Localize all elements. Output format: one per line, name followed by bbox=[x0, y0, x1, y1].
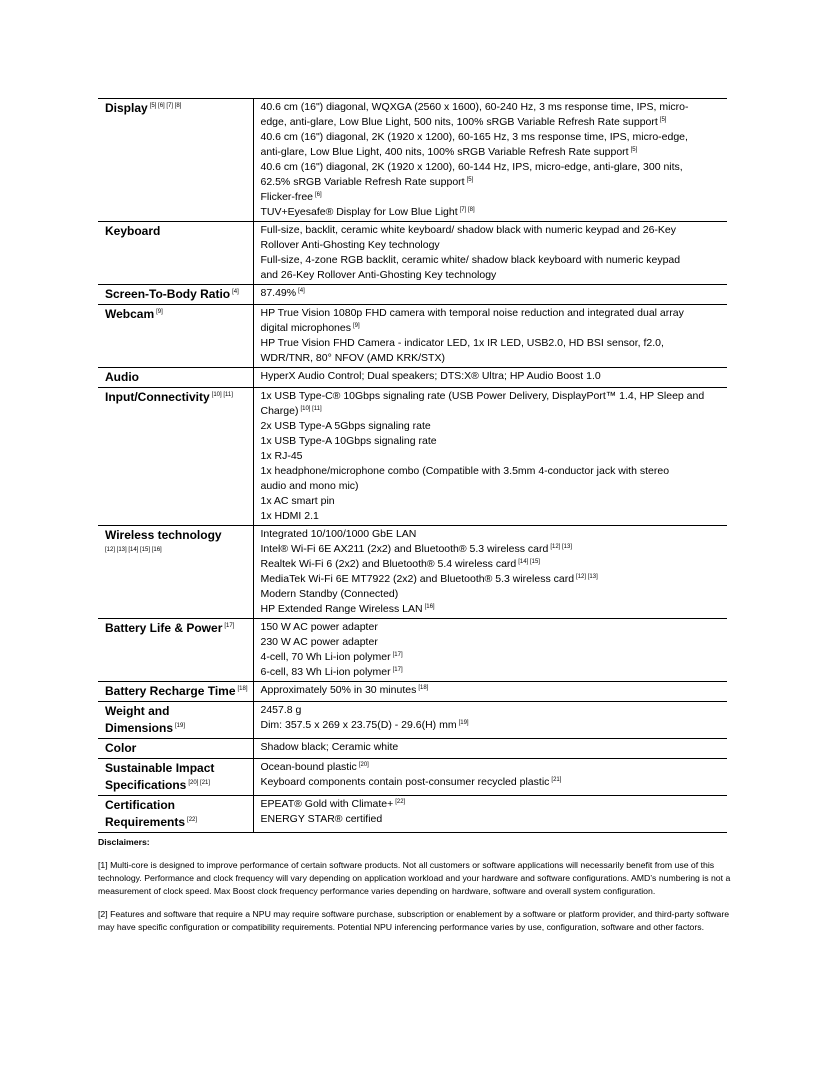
spec-value-text: 6-cell, 83 Wh Li-ion polymer bbox=[260, 666, 391, 678]
spec-value-text: 1x headphone/microphone combo (Compatible with 3.5mm 4-conductor jack with stereo bbox=[260, 465, 670, 477]
spec-value-line bbox=[261, 286, 724, 301]
spec-value-refs: [20] bbox=[358, 761, 369, 768]
spec-value-line bbox=[261, 602, 724, 617]
spec-label: Screen-To-Body Ratio bbox=[105, 287, 231, 301]
spec-label-refs: [18] bbox=[237, 686, 248, 692]
spec-value-line bbox=[261, 175, 724, 190]
spec-value-text: 2x USB Type-A 5Gbps signaling rate bbox=[260, 420, 431, 432]
spec-value-line bbox=[261, 494, 724, 509]
spec-value-line bbox=[261, 557, 724, 572]
spec-value-cell bbox=[253, 759, 727, 796]
spec-value-text: 2457.8 g bbox=[260, 704, 302, 716]
spec-value-cell bbox=[253, 526, 727, 619]
spec-value-text: Approximately 50% in 30 minutes bbox=[260, 684, 417, 696]
spec-label-cell bbox=[98, 739, 253, 759]
disclaimer-2: [2] Features and software that require a NPU may require software purchase, subscription or enablement by a software or platform provider, and third-party software may have specific configuration or compatibility requirements. Potential NPU inferencing performance varies by use, configuration, software and other factors. bbox=[98, 909, 730, 932]
spec-label: Sustainable Impact Specifications bbox=[105, 761, 215, 792]
spec-value-line bbox=[261, 650, 724, 665]
spec-row bbox=[98, 388, 727, 526]
spec-label-refs: [4] bbox=[232, 289, 239, 295]
spec-value-line bbox=[261, 703, 724, 718]
spec-value-text: WDR/TNR, 80° NFOV (AMD KRK/STX) bbox=[260, 352, 445, 364]
spec-value-refs: [12] [13] bbox=[550, 543, 573, 550]
spec-label-refs: [19] bbox=[175, 723, 186, 729]
spec-value-refs: [12] [13] bbox=[576, 573, 598, 580]
spec-value-text: Charge) bbox=[260, 405, 299, 417]
spec-value-line bbox=[261, 635, 724, 650]
spec-label-refs: [17] bbox=[224, 623, 235, 629]
spec-label-cell bbox=[98, 702, 253, 739]
spec-value-text: 40.6 cm (16") diagonal, 2K (1920 x 1200), 60-165 Hz, 3 ms response time, IPS, micro-edge, bbox=[260, 131, 688, 143]
spec-label-refs: [20] [21] bbox=[188, 780, 211, 786]
spec-row bbox=[98, 702, 727, 739]
spec-value-text: ENERGY STAR® certified bbox=[260, 813, 383, 825]
spec-table bbox=[98, 98, 727, 833]
spec-value-text: 1x USB Type-C® 10Gbps signaling rate (USB Power Delivery, DisplayPort™ 1.4, HP Sleep and bbox=[260, 390, 705, 402]
spec-value-line bbox=[261, 434, 724, 449]
spec-value-text: digital microphones bbox=[260, 322, 351, 334]
spec-label: Display bbox=[105, 101, 148, 115]
spec-label: Input/Connectivity bbox=[105, 390, 210, 404]
spec-label-cell bbox=[98, 305, 253, 368]
spec-value-line bbox=[261, 100, 724, 115]
spec-value-line bbox=[261, 419, 724, 434]
spec-value-text: edge, anti-glare, Low Blue Light, 500 nits, 100% sRGB Variable Refresh Rate support bbox=[260, 116, 658, 128]
spec-row bbox=[98, 99, 727, 222]
spec-value-refs: [16] bbox=[424, 603, 435, 610]
spec-value-text: Rollover Anti-Ghosting Key technology bbox=[260, 239, 440, 251]
spec-label-cell bbox=[98, 285, 253, 305]
spec-label-cell bbox=[98, 759, 253, 796]
spec-value-line bbox=[261, 336, 724, 351]
spec-value-text: audio and mono mic) bbox=[260, 480, 359, 492]
spec-value-text: TUV+Eyesafe® Display for Low Blue Light bbox=[260, 206, 458, 218]
spec-value-line bbox=[261, 253, 724, 268]
spec-label-cell bbox=[98, 388, 253, 526]
spec-value-refs: [17] bbox=[392, 651, 403, 658]
disclaimers-section bbox=[98, 836, 738, 944]
spec-value-line bbox=[261, 223, 724, 238]
spec-value-line bbox=[261, 479, 724, 494]
spec-value-text: 4-cell, 70 Wh Li-ion polymer bbox=[260, 651, 391, 663]
spec-value-cell bbox=[253, 285, 727, 305]
spec-value-line bbox=[261, 509, 724, 524]
spec-value-refs: [19] bbox=[458, 719, 469, 726]
spec-value-line bbox=[261, 351, 724, 366]
spec-value-refs: [9] bbox=[352, 322, 360, 329]
spec-value-refs: [5] bbox=[659, 116, 667, 123]
spec-value-line bbox=[261, 389, 724, 404]
spec-value-text: Shadow black; Ceramic white bbox=[260, 741, 399, 753]
spec-row bbox=[98, 222, 727, 285]
spec-value-line bbox=[261, 145, 724, 160]
spec-value-refs: [21] bbox=[551, 776, 562, 783]
spec-value-line bbox=[261, 587, 724, 602]
spec-label-cell bbox=[98, 796, 253, 833]
spec-label: Webcam bbox=[105, 307, 155, 321]
spec-label: Audio bbox=[105, 370, 139, 384]
spec-value-text: Integrated 10/100/1000 GbE LAN bbox=[260, 528, 417, 540]
spec-value-refs: [22] bbox=[395, 798, 406, 805]
spec-value-line bbox=[261, 527, 724, 542]
spec-row bbox=[98, 305, 727, 368]
spec-value-line bbox=[261, 775, 724, 790]
spec-label: Battery Recharge Time bbox=[105, 684, 236, 698]
spec-row bbox=[98, 682, 727, 702]
spec-value-text: and 26-Key Rollover Anti-Ghosting Key technology bbox=[260, 269, 497, 281]
spec-value-text: 1x USB Type-A 10Gbps signaling rate bbox=[260, 435, 437, 447]
spec-value-cell bbox=[253, 388, 727, 526]
spec-value-line bbox=[261, 130, 724, 145]
spec-value-cell bbox=[253, 739, 727, 759]
spec-value-line bbox=[261, 404, 724, 419]
spec-value-line bbox=[261, 115, 724, 130]
spec-value-refs: [10] [11] bbox=[300, 405, 322, 412]
spec-value-text: Modern Standby (Connected) bbox=[260, 588, 399, 600]
disclaimers-heading: Disclaimers: bbox=[98, 837, 150, 847]
spec-value-text: Full-size, backlit, ceramic white keyboard/ shadow black with numeric keypad and 26-Key bbox=[260, 224, 677, 236]
spec-value-line bbox=[261, 542, 724, 557]
spec-value-refs: [17] bbox=[392, 666, 403, 673]
spec-label-refs: [5] [6] [7] [8] bbox=[149, 103, 182, 109]
spec-row bbox=[98, 285, 727, 305]
spec-value-text: 87.49% bbox=[260, 287, 297, 299]
spec-label: Weight and Dimensions bbox=[105, 704, 174, 735]
disclaimer-1: [1] Multi-core is designed to improve performance of certain software products. Not all customers or software applications will necessarily benefit from use of this technology. Performance and clock frequency will vary depending on application workload and your hardware and software configurations. AMD’s numbering is not a measurement of clock speed. Max Boost clock frequency performance varies depending on hardware, software and overall system configuration. bbox=[98, 860, 731, 896]
spec-value-line bbox=[261, 190, 724, 205]
spec-value-cell bbox=[253, 702, 727, 739]
spec-value-text: Realtek Wi-Fi 6 (2x2) and Bluetooth® 5.4 wireless card bbox=[260, 558, 517, 570]
spec-row bbox=[98, 526, 727, 619]
spec-label-cell bbox=[98, 526, 253, 619]
spec-row bbox=[98, 368, 727, 388]
spec-value-line bbox=[261, 760, 724, 775]
spec-value-text: 40.6 cm (16") diagonal, 2K (1920 x 1200), 60-144 Hz, IPS, micro-edge, anti-glare, 300 nits, bbox=[260, 161, 683, 173]
spec-value-refs: [18] bbox=[418, 684, 429, 691]
spec-value-text: 1x HDMI 2.1 bbox=[260, 510, 319, 522]
spec-value-line bbox=[261, 665, 724, 680]
spec-value-line bbox=[261, 321, 724, 336]
spec-value-text: Full-size, 4-zone RGB backlit, ceramic white/ shadow black keyboard with numeric keypad bbox=[260, 254, 681, 266]
spec-label: Wireless technology bbox=[105, 528, 222, 542]
spec-value-line bbox=[261, 797, 724, 812]
spec-label: Color bbox=[105, 741, 137, 755]
spec-value-text: 1x AC smart pin bbox=[260, 495, 335, 507]
spec-value-text: HP True Vision FHD Camera - indicator LED, 1x IR LED, USB2.0, HD BSI sensor, f2.0, bbox=[260, 337, 664, 349]
spec-value-line bbox=[261, 160, 724, 175]
spec-value-text: Keyboard components contain post-consumer recycled plastic bbox=[260, 776, 550, 788]
spec-value-text: Dim: 357.5 x 269 x 23.75(D) - 29.6(H) mm bbox=[260, 719, 457, 731]
spec-value-cell bbox=[253, 796, 727, 833]
spec-value-line bbox=[261, 238, 724, 253]
spec-value-cell bbox=[253, 619, 727, 682]
spec-value-line bbox=[261, 572, 724, 587]
spec-value-refs: [5] bbox=[630, 146, 638, 153]
spec-label-cell bbox=[98, 222, 253, 285]
spec-label-refs: [12] [13] [14] [15] [16] bbox=[105, 547, 162, 553]
spec-value-cell bbox=[253, 368, 727, 388]
spec-value-line bbox=[261, 306, 724, 321]
spec-value-refs: [5] bbox=[466, 176, 474, 183]
spec-value-text: Intel® Wi-Fi 6E AX211 (2x2) and Bluetooth® 5.3 wireless card bbox=[260, 543, 549, 555]
spec-body bbox=[98, 99, 727, 833]
spec-value-line bbox=[261, 718, 724, 733]
spec-label: Battery Life & Power bbox=[105, 621, 223, 635]
spec-value-cell bbox=[253, 222, 727, 285]
spec-label-refs: [10] [11] bbox=[211, 392, 233, 398]
spec-value-line bbox=[261, 740, 724, 755]
spec-value-line bbox=[261, 205, 724, 220]
spec-value-refs: [14] [15] bbox=[518, 558, 540, 565]
spec-value-line bbox=[261, 620, 724, 635]
spec-value-text: HP Extended Range Wireless LAN bbox=[260, 603, 423, 615]
spec-value-text: 150 W AC power adapter bbox=[260, 621, 378, 633]
spec-label: Keyboard bbox=[105, 224, 161, 238]
spec-label-cell bbox=[98, 682, 253, 702]
spec-row bbox=[98, 739, 727, 759]
spec-value-refs: [6] bbox=[315, 191, 322, 198]
spec-label-cell bbox=[98, 619, 253, 682]
spec-value-line bbox=[261, 812, 724, 827]
spec-value-text: Ocean-bound plastic bbox=[260, 761, 357, 773]
spec-value-cell bbox=[253, 99, 727, 222]
spec-value-text: 62.5% sRGB Variable Refresh Rate support bbox=[260, 176, 465, 188]
spec-value-refs: [4] bbox=[298, 287, 305, 294]
spec-value-text: HyperX Audio Control; Dual speakers; DTS:X® Ultra; HP Audio Boost 1.0 bbox=[260, 370, 601, 382]
spec-label: Certification Requirements bbox=[105, 798, 186, 829]
spec-value-text: anti-glare, Low Blue Light, 400 nits, 100% sRGB Variable Refresh Rate support bbox=[260, 146, 629, 158]
spec-label-refs: [9] bbox=[156, 309, 163, 315]
spec-label-refs: [22] bbox=[187, 817, 198, 823]
spec-value-text: 1x RJ-45 bbox=[260, 450, 303, 462]
spec-value-text: EPEAT® Gold with Climate+ bbox=[260, 798, 394, 810]
spec-value-cell bbox=[253, 682, 727, 702]
spec-value-text: 230 W AC power adapter bbox=[260, 636, 378, 648]
spec-value-text: HP True Vision 1080p FHD camera with temporal noise reduction and integrated dual array bbox=[260, 307, 684, 319]
spec-value-cell bbox=[253, 305, 727, 368]
spec-value-line bbox=[261, 683, 724, 698]
spec-value-text: 40.6 cm (16") diagonal, WQXGA (2560 x 1600), 60-240 Hz, 3 ms response time, IPS, micro- bbox=[260, 101, 689, 113]
spec-row bbox=[98, 619, 727, 682]
spec-value-refs: [7] [8] bbox=[459, 206, 475, 213]
spec-row bbox=[98, 759, 727, 796]
spec-row bbox=[98, 796, 727, 833]
spec-value-line bbox=[261, 268, 724, 283]
spec-value-line bbox=[261, 464, 724, 479]
spec-label-cell bbox=[98, 99, 253, 222]
spec-value-text: Flicker-free bbox=[260, 191, 314, 203]
spec-label-cell bbox=[98, 368, 253, 388]
spec-value-line bbox=[261, 369, 724, 384]
spec-value-text: MediaTek Wi-Fi 6E MT7922 (2x2) and Bluetooth® 5.3 wireless card bbox=[260, 573, 575, 585]
spec-value-line bbox=[261, 449, 724, 464]
